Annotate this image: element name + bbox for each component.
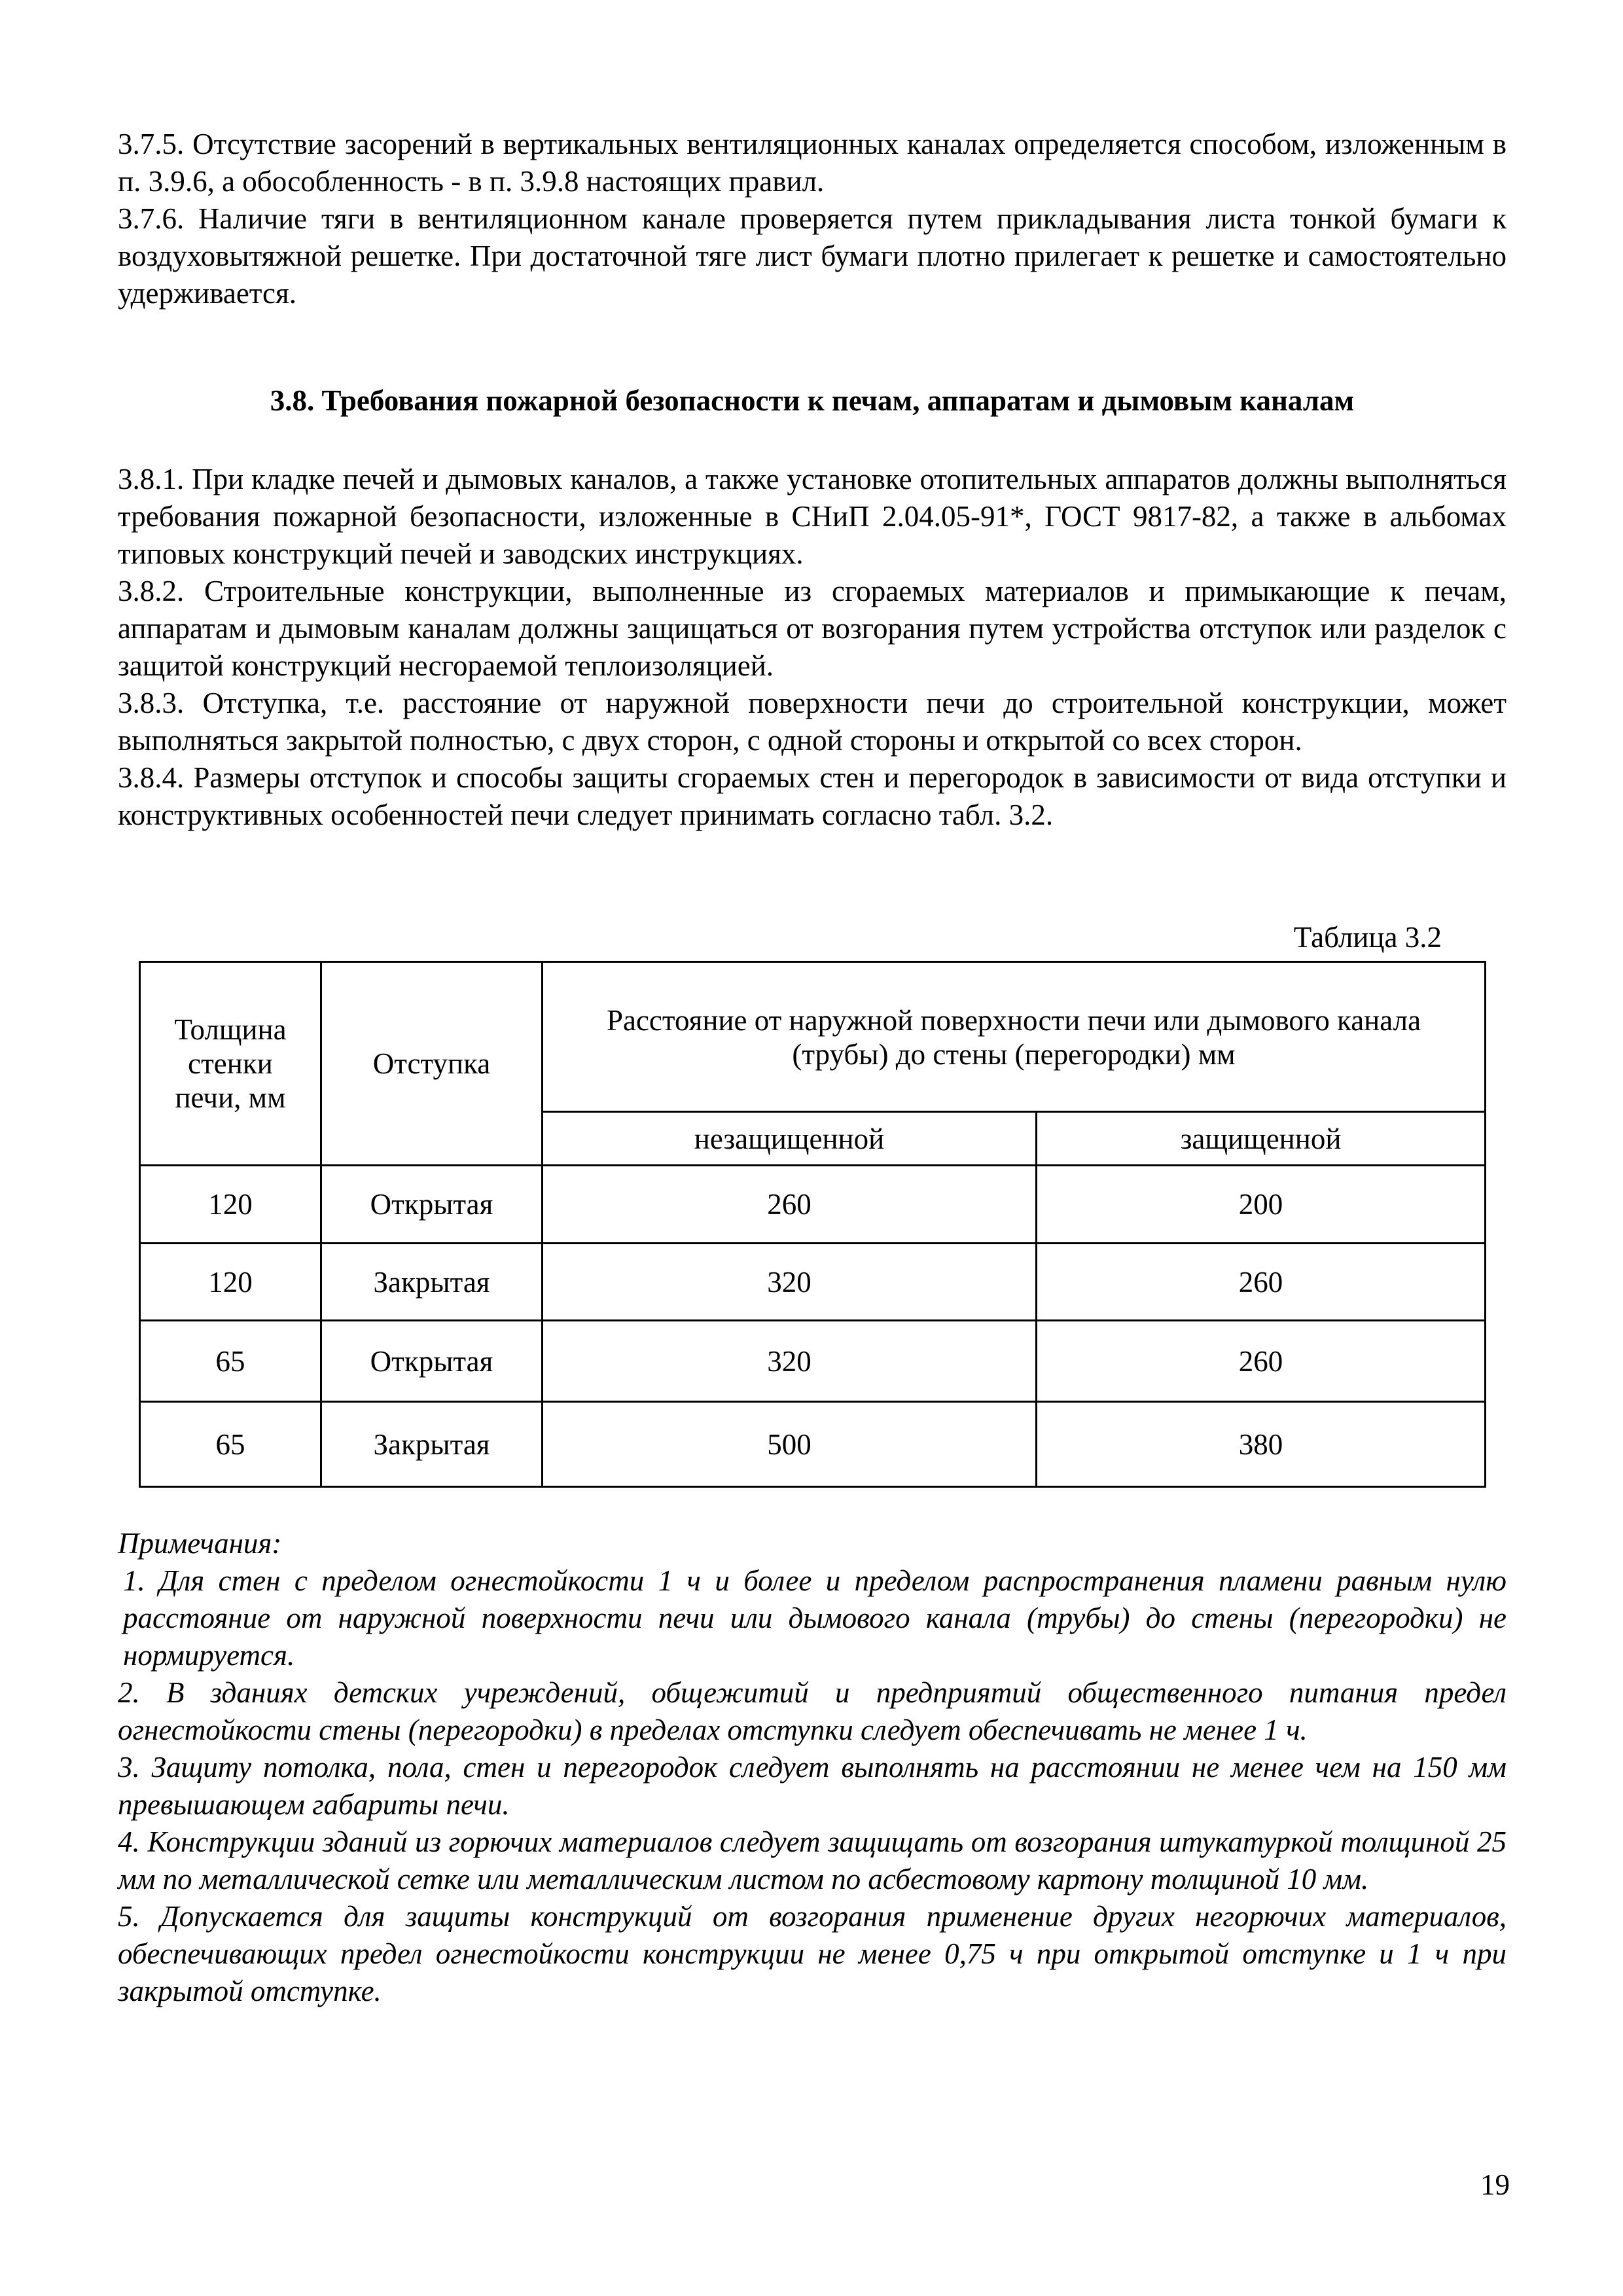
notes-title: Примечания: — [118, 1527, 282, 1560]
cell-thickness: 65 — [140, 1402, 321, 1487]
header-unprotected: незащищенной — [543, 1112, 1037, 1166]
table-row — [140, 1244, 1486, 1321]
note-item: 3. Защиту потолка, пола, стен и перегородок следует выполнять на расстоянии не менее чем на 150 мм превышающем габариты печи. — [118, 1751, 1507, 1821]
offsets-table — [139, 961, 1486, 1488]
cell-otstupka: Закрытая — [321, 1244, 543, 1321]
cell-thickness: 120 — [140, 1244, 321, 1321]
note-item: 1. Для стен с пределом огнестойкости 1 ч и более и пределом распространения пламени равным нулю расстояние от наружной поверхности печи или дымового канала (трубы) до стены (перегородки) не нормируется. — [123, 1564, 1507, 1672]
cell-unprotected: 320 — [543, 1244, 1037, 1321]
note-item: 2. В зданиях детских учреждений, общежитий и предприятий общественного питания предел огнестойкости стены (перегородки) в пределах отступки следует обеспечивать не менее 1 ч. — [118, 1676, 1507, 1746]
note-item: 5. Допускается для защиты конструкций от возгорания применение других негорючих материалов, обеспечивающих предел огнестойкости конструкции не менее 0,75 ч при открытой отступке и 1 ч при закрытой отступке. — [118, 1900, 1507, 2007]
cell-otstupka: Открытая — [321, 1166, 543, 1244]
cell-otstupka: Открытая — [321, 1321, 543, 1402]
header-otstupka: Отступка — [321, 962, 543, 1166]
paragraph-3-8-4: 3.8.4. Размеры отступок и способы защиты сгораемых стен и перегородок в зависимости от вида отступки и конструктивных особенностей печи следует принимать согласно табл. 3.2. — [118, 761, 1507, 831]
cell-protected: 260 — [1037, 1321, 1486, 1402]
cell-thickness: 65 — [140, 1321, 321, 1402]
header-distance: Расстояние от наружной поверхности печи или дымового канала (трубы) до стены (перегородки) мм — [543, 962, 1486, 1112]
header-protected: защищенной — [1037, 1112, 1486, 1166]
table-row — [140, 1166, 1486, 1244]
paragraph-3-8-1: 3.8.1. При кладке печей и дымовых каналов, а также установке отопительных аппаратов должны выполняться требования пожарной безопасности, изложенные в СНиП 2.04.05-91*, ГОСТ 9817-82, а также в альбомах типовых конструкций печей и заводских инструкциях. — [118, 463, 1507, 570]
page-number: 19 — [1480, 2168, 1510, 2201]
table-row — [140, 1402, 1486, 1487]
paragraph-3-7-6: 3.7.6. Наличие тяги в вентиляционном канале проверяется путем прикладывания листа тонкой бумаги к воздуховытяжной решетке. При достаточной тяге лист бумаги плотно прилегает к решетке и самостоятельно удерживается. — [118, 202, 1507, 310]
table-caption: Таблица 3.2 — [1293, 921, 1442, 954]
header-thickness: Толщина стенки печи, мм — [140, 962, 321, 1166]
paragraph-3-8-3: 3.8.3. Отступка, т.е. расстояние от наружной поверхности печи до строительной конструкции, может выполняться закрытой полностью, с двух сторон, с одной стороны и открытой со всех сторон. — [118, 687, 1507, 757]
cell-protected: 380 — [1037, 1402, 1486, 1487]
cell-protected: 260 — [1037, 1244, 1486, 1321]
section-3-7 — [118, 126, 1507, 312]
cell-unprotected: 260 — [543, 1166, 1037, 1244]
cell-unprotected: 500 — [543, 1402, 1037, 1487]
paragraph-3-7-5: 3.7.5. Отсутствие засорений в вертикальных вентиляционных каналах определяется способом, изложенным в п. 3.9.6, а обособленность - в п. 3.9.8 настоящих правил. — [118, 128, 1507, 198]
section-3-8 — [118, 461, 1507, 834]
table-header-row — [140, 962, 1486, 1112]
cell-protected: 200 — [1037, 1166, 1486, 1244]
section-3-8-heading: 3.8. Требования пожарной безопасности к печам, аппаратам и дымовым каналам — [270, 384, 1355, 417]
cell-thickness: 120 — [140, 1166, 321, 1244]
cell-otstupka: Закрытая — [321, 1402, 543, 1487]
cell-unprotected: 320 — [543, 1321, 1037, 1402]
paragraph-3-8-2: 3.8.2. Строительные конструкции, выполненные из сгораемых материалов и примыкающие к печам, аппаратам и дымовым каналам должны защищаться от возгорания путем устройства отступок или разделок с защитой конструкций несгораемой теплоизоляцией. — [118, 575, 1507, 682]
note-item: 4. Конструкции зданий из горючих материалов следует защищать от возгорания штукатуркой толщиной 25 мм по металлической сетке или металлическим листом по асбестовому картону толщиной 10 мм. — [118, 1825, 1507, 1895]
table-row — [140, 1321, 1486, 1402]
notes-section — [118, 1525, 1507, 2010]
